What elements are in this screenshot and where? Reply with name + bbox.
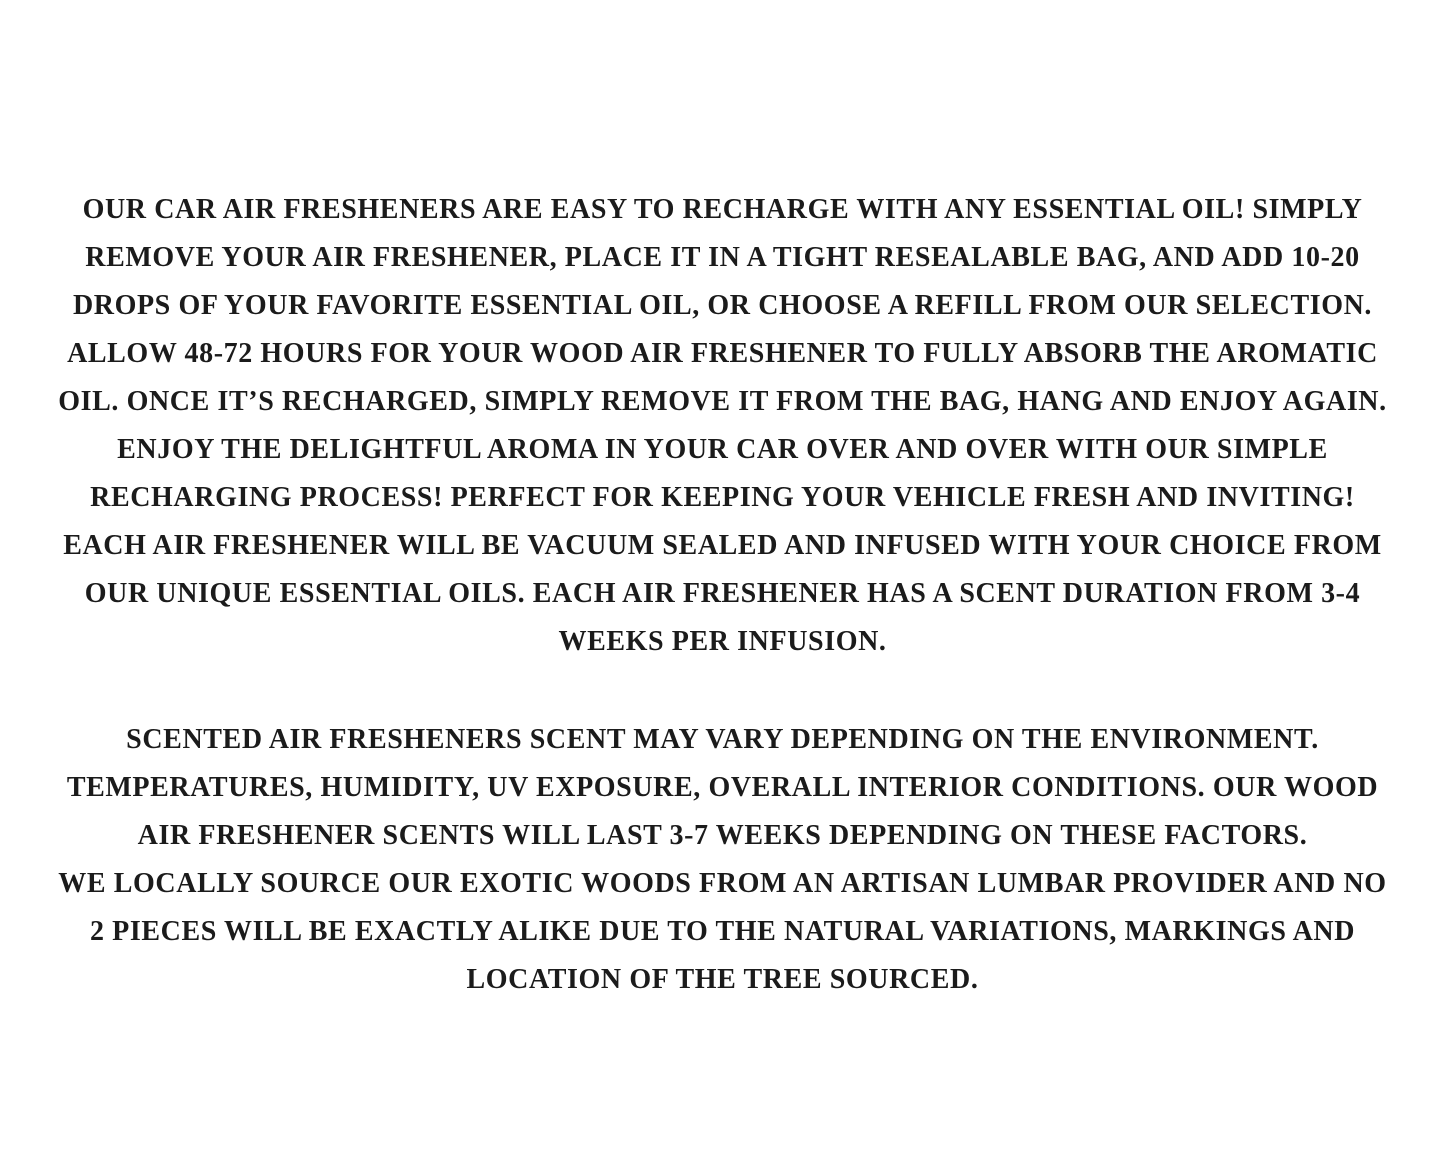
text-line: REMOVE YOUR AIR FRESHENER, PLACE IT IN A TIGHT RESEALABLE BAG, AND ADD 10-20 — [85, 242, 1360, 273]
text-line: AIR FRESHENER SCENTS WILL LAST 3-7 WEEKS DEPENDING ON THESE FACTORS. — [137, 820, 1308, 851]
text-line: LOCATION OF THE TREE SOURCED. — [466, 964, 979, 995]
text-line: WE LOCALLY SOURCE OUR EXOTIC WOODS FROM AN ARTISAN LUMBAR PROVIDER AND NO — [58, 868, 1387, 899]
text-line: OIL. ONCE IT’S RECHARGED, SIMPLY REMOVE IT FROM THE BAG, HANG AND ENJOY AGAIN. — [58, 386, 1387, 417]
text-line: DROPS OF YOUR FAVORITE ESSENTIAL OIL, OR CHOOSE A REFILL FROM OUR SELECTION. — [72, 290, 1373, 321]
text-line: TEMPERATURES, HUMIDITY, UV EXPOSURE, OVERALL INTERIOR CONDITIONS. OUR WOOD — [66, 772, 1379, 803]
text-line: OUR UNIQUE ESSENTIAL OILS. EACH AIR FRESHENER HAS A SCENT DURATION FROM 3-4 — [84, 578, 1361, 609]
text-line: ENJOY THE DELIGHTFUL AROMA IN YOUR CAR OVER AND OVER WITH OUR SIMPLE — [117, 434, 1328, 465]
text-line: WEEKS PER INFUSION. — [558, 626, 887, 657]
paragraph-recharge-instructions — [28, 186, 1418, 666]
paragraph-scent-disclaimer — [28, 716, 1418, 1004]
text-line: EACH AIR FRESHENER WILL BE VACUUM SEALED AND INFUSED WITH YOUR CHOICE FROM — [63, 530, 1382, 561]
text-line: ALLOW 48-72 HOURS FOR YOUR WOOD AIR FRESHENER TO FULLY ABSORB THE AROMATIC — [67, 338, 1378, 369]
text-line: RECHARGING PROCESS! PERFECT FOR KEEPING YOUR VEHICLE FRESH AND INVITING! — [90, 482, 1355, 513]
text-line: 2 PIECES WILL BE EXACTLY ALIKE DUE TO THE NATURAL VARIATIONS, MARKINGS AND — [89, 916, 1356, 947]
text-line: OUR CAR AIR FRESHENERS ARE EASY TO RECHARGE WITH ANY ESSENTIAL OIL! SIMPLY — [82, 194, 1363, 225]
product-description-text — [28, 186, 1418, 1004]
text-line: SCENTED AIR FRESHENERS SCENT MAY VARY DEPENDING ON THE ENVIRONMENT. — [126, 724, 1319, 755]
